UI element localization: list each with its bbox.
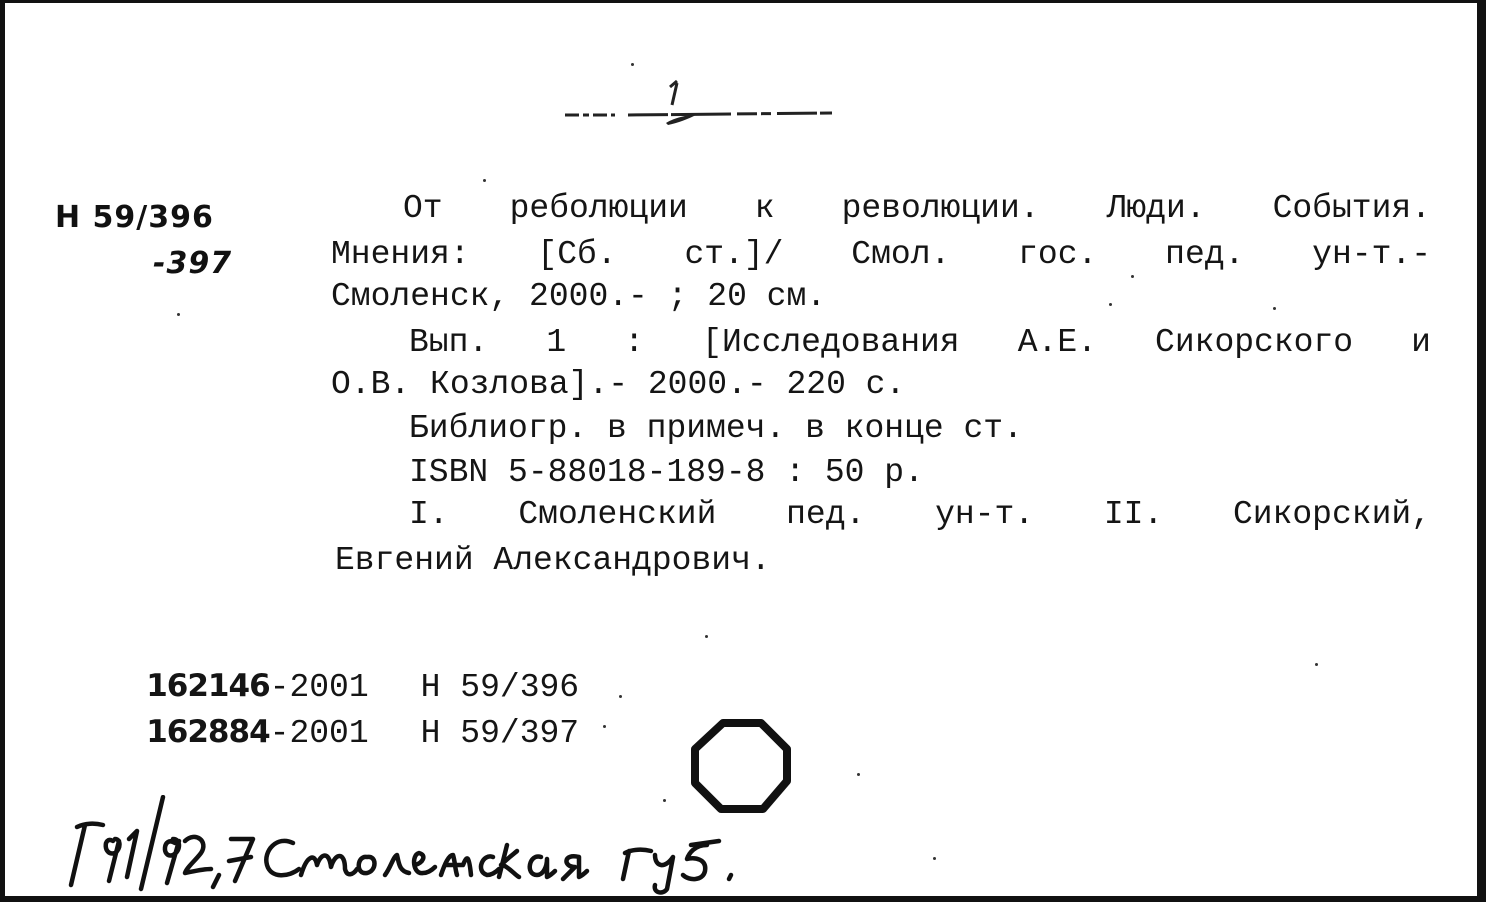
entry-line-1: От реболюции к революции. Люди. События. <box>403 190 1431 227</box>
entry-line-3: Смоленск, 2000.- ; 20 см. <box>331 278 827 315</box>
scan-speck <box>1273 307 1276 310</box>
entry-line-6: Библиогр. в примеч. в конце ст. <box>409 410 1023 447</box>
scan-speck <box>631 63 634 66</box>
inventory-number: 162884 <box>146 714 270 750</box>
shelf-mark <box>55 195 232 287</box>
inventory-code: Н 59/397 <box>420 715 580 752</box>
top-mark <box>560 75 840 135</box>
entry-line-8: I. Смоленский пед. ун-т. II. Сикорский, <box>409 496 1431 533</box>
entry-line-4: Вып. 1 : [Исследования А.Е. Сикорского и <box>409 324 1431 361</box>
scan-speck <box>857 773 860 776</box>
shelf-mark-line1: Н 59/396 <box>55 200 214 235</box>
scan-speck <box>1131 275 1134 278</box>
inventory-year: -2001 <box>269 715 369 752</box>
scan-speck <box>177 313 180 316</box>
shelf-mark-line2: -397 <box>153 246 233 281</box>
scan-speck <box>603 725 606 728</box>
entry-line-9: Евгений Александрович. <box>335 542 771 579</box>
inventory-code: Н 59/396 <box>420 669 580 706</box>
scan-speck <box>933 857 936 860</box>
entry-line-5: О.В. Козлова].- 2000.- 220 с. <box>331 366 906 403</box>
inventory-year: -2001 <box>269 669 369 706</box>
scan-speck <box>1315 663 1318 666</box>
scan-speck <box>663 799 666 802</box>
scan-speck <box>483 179 486 182</box>
inventory-row <box>67 677 579 789</box>
scan-speck <box>1109 303 1112 306</box>
scan-speck <box>619 695 622 698</box>
handwritten-note <box>63 795 783 895</box>
entry-line-2: Мнения: [Сб. ст.]/ Смол. гос. пед. ун-т.- <box>331 236 1431 273</box>
scan-speck <box>705 635 708 638</box>
entry-line-7: ISBN 5-88018-189-8 : 50 р. <box>409 454 924 491</box>
inventory-number: 162146 <box>146 668 270 704</box>
